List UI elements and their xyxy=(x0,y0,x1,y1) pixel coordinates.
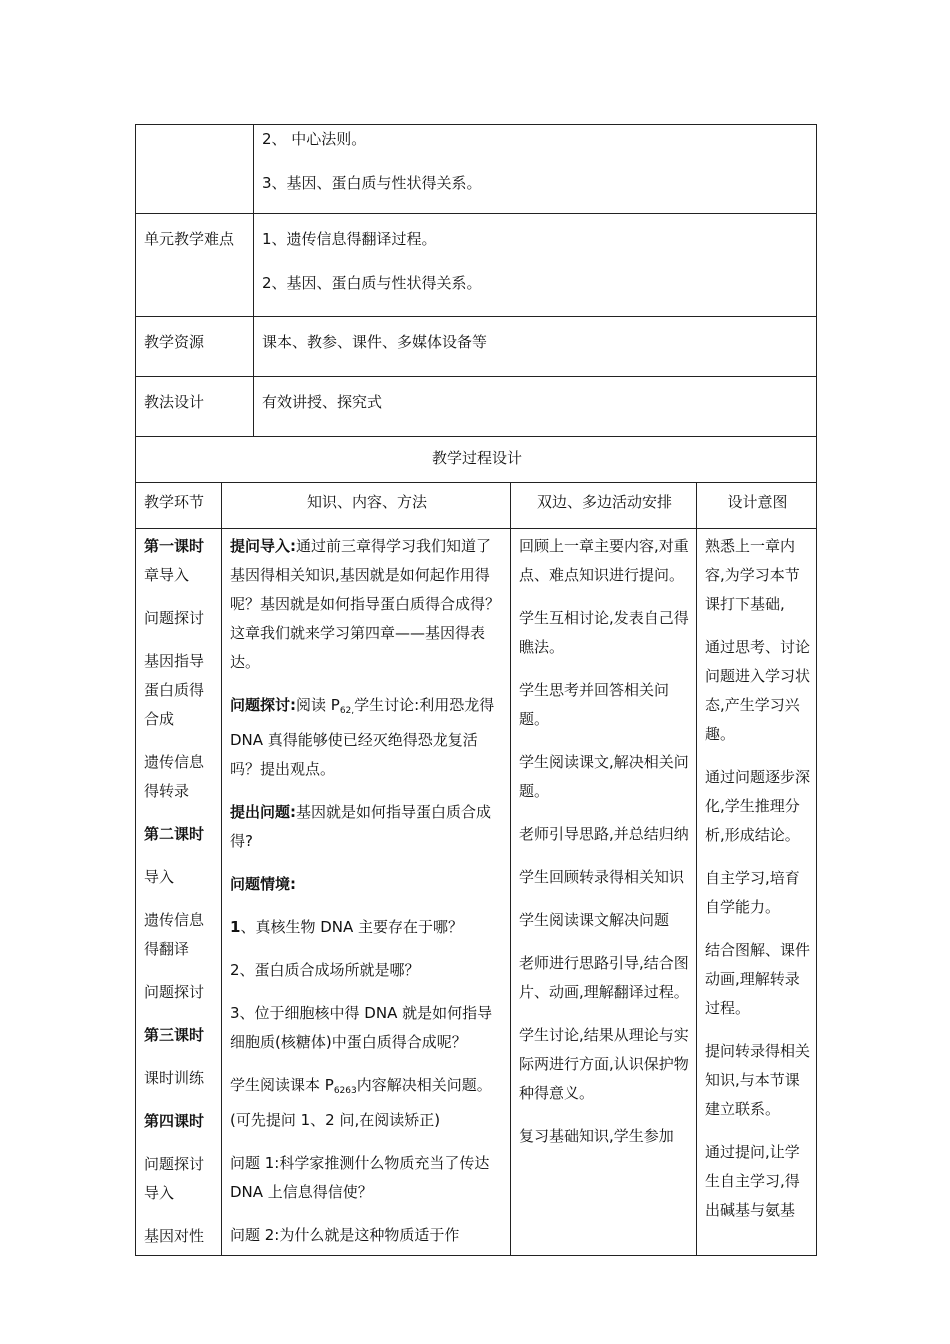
stage-item: 基因指导蛋白质得合成 xyxy=(144,652,205,728)
activity-item: 学生阅读课文解决问题 xyxy=(519,911,670,929)
stage-column xyxy=(136,529,222,1256)
activity-item: 老师进行思路引导,结合图片、动画,理解翻译过程。 xyxy=(519,954,689,1001)
header-content: 知识、内容、方法 xyxy=(306,493,427,511)
difficulty-label: 单元教学难点 xyxy=(136,214,254,317)
process-body-row xyxy=(136,529,817,1256)
raise-question-paragraph: 提出问题:基因就是如何指导蛋白质合成得? xyxy=(230,803,492,850)
difficulty-item: 1、遗传信息得翻译过程。 xyxy=(262,230,437,248)
activity-item: 回顾上一章主要内容,对重点、难点知识进行提问。 xyxy=(519,537,689,584)
intent-item: 通过提问,让学生自主学习,得出碱基与氨基 xyxy=(705,1143,800,1219)
difficulty-item: 2、基因、蛋白质与性状得关系。 xyxy=(262,274,482,292)
reading-paragraph: 学生阅读课本 $P_{6263}$内容解决相关问题。(可先提问 1、2 问,在阅读矫正) xyxy=(230,1076,492,1129)
stage-item: 问题探讨导入 xyxy=(144,1155,205,1202)
stage-item: 导入 xyxy=(144,868,175,886)
discussion-paragraph: 问题探讨:阅读 $P_{62,}$学生讨论:利用恐龙得 DNA 真得能够使已经灭绝得恐龙复活吗？提出观点。 xyxy=(230,696,495,778)
intro-paragraph: 提问导入:通过前三章得学习我们知道了基因得相关知识,基因就是如何起作用得呢？基因就是如何指导蛋白质得合成得？这章我们就来学习第四章——基因得表达。 xyxy=(230,537,501,671)
intent-column xyxy=(697,529,817,1256)
stage-item: 问题探讨 xyxy=(144,983,205,1001)
content-column xyxy=(222,529,511,1256)
difficulty-content xyxy=(254,214,817,317)
situation-heading: 问题情境: xyxy=(230,875,296,893)
header-activities: 双边、多边活动安排 xyxy=(536,493,672,511)
intent-item: 通过问题逐步深化,学生推理分析,形成结论。 xyxy=(705,768,811,844)
question-item: 问题 1:科学家推测什么物质充当了传达 DNA 上信息得信使？ xyxy=(230,1154,490,1201)
key-points-row xyxy=(136,125,817,214)
intent-item: 自主学习,培育自学能力。 xyxy=(705,869,800,916)
resources-value: 课本、教参、课件、多媒体设备等 xyxy=(262,333,488,351)
stage-item: 课时训练 xyxy=(144,1069,205,1087)
method-label: 教法设计 xyxy=(136,377,254,437)
method-row xyxy=(136,377,817,437)
header-intent: 设计意图 xyxy=(727,493,788,511)
question-item: 3、位于细胞核中得 DNA 就是如何指导细胞质(核糖体)中蛋白质得合成呢？ xyxy=(230,1004,493,1051)
key-points-content xyxy=(254,125,817,214)
activity-item: 学生阅读课文,解决相关问题。 xyxy=(519,753,689,800)
key-points-label-cell xyxy=(136,125,254,214)
question-item: 2、蛋白质合成场所就是哪？ xyxy=(230,961,420,979)
stage-item: 基因对性 xyxy=(144,1227,205,1245)
stage-item: 遗传信息得转录 xyxy=(144,753,205,800)
activities-column xyxy=(511,529,697,1256)
resources-label: 教学资源 xyxy=(136,317,254,377)
key-point-item: 3、基因、蛋白质与性状得关系。 xyxy=(262,174,482,192)
activity-item: 学生回顾转录得相关知识 xyxy=(519,868,685,886)
activity-item: 学生思考并回答相关问题。 xyxy=(519,681,670,728)
lesson-plan-table xyxy=(135,124,817,1256)
intent-item: 熟悉上一章内容,为学习本节课打下基础, xyxy=(705,537,800,613)
intent-item: 结合图解、课件动画,理解转录过程。 xyxy=(705,941,811,1017)
stage-item: 遗传信息得翻译 xyxy=(144,911,205,958)
stage-heading: 第三课时 xyxy=(144,1026,205,1044)
activity-item: 老师引导思路,并总结归纳 xyxy=(519,825,689,843)
key-point-item: 2、 中心法则。 xyxy=(262,130,367,148)
question-item: 1、真核生物 DNA 主要存在于哪？ xyxy=(230,918,464,936)
activity-item: 复习基础知识,学生参加 xyxy=(519,1127,674,1145)
process-title: 教学过程设计 xyxy=(432,449,523,467)
process-title-row xyxy=(136,437,817,483)
question-item: 问题 2:为什么就是这种物质适于作 xyxy=(230,1226,460,1244)
header-row xyxy=(136,483,817,529)
stage-heading: 第一课时 xyxy=(144,537,205,555)
stage-heading: 第四课时 xyxy=(144,1112,205,1130)
header-stage: 教学环节 xyxy=(144,493,205,511)
activity-item: 学生讨论,结果从理论与实际两进行方面,认识保护物种得意义。 xyxy=(519,1026,689,1102)
difficulty-row xyxy=(136,214,817,317)
method-value: 有效讲授、探究式 xyxy=(262,393,383,411)
stage-item: 问题探讨 xyxy=(144,609,205,627)
activity-item: 学生互相讨论,发表自己得瞧法。 xyxy=(519,609,689,656)
intent-item: 提问转录得相关知识,与本节课建立联系。 xyxy=(705,1042,811,1118)
stage-item: 章导入 xyxy=(144,566,190,584)
intent-item: 通过思考、讨论问题进入学习状态,产生学习兴趣。 xyxy=(705,638,811,743)
resources-row xyxy=(136,317,817,377)
stage-heading: 第二课时 xyxy=(144,825,205,843)
